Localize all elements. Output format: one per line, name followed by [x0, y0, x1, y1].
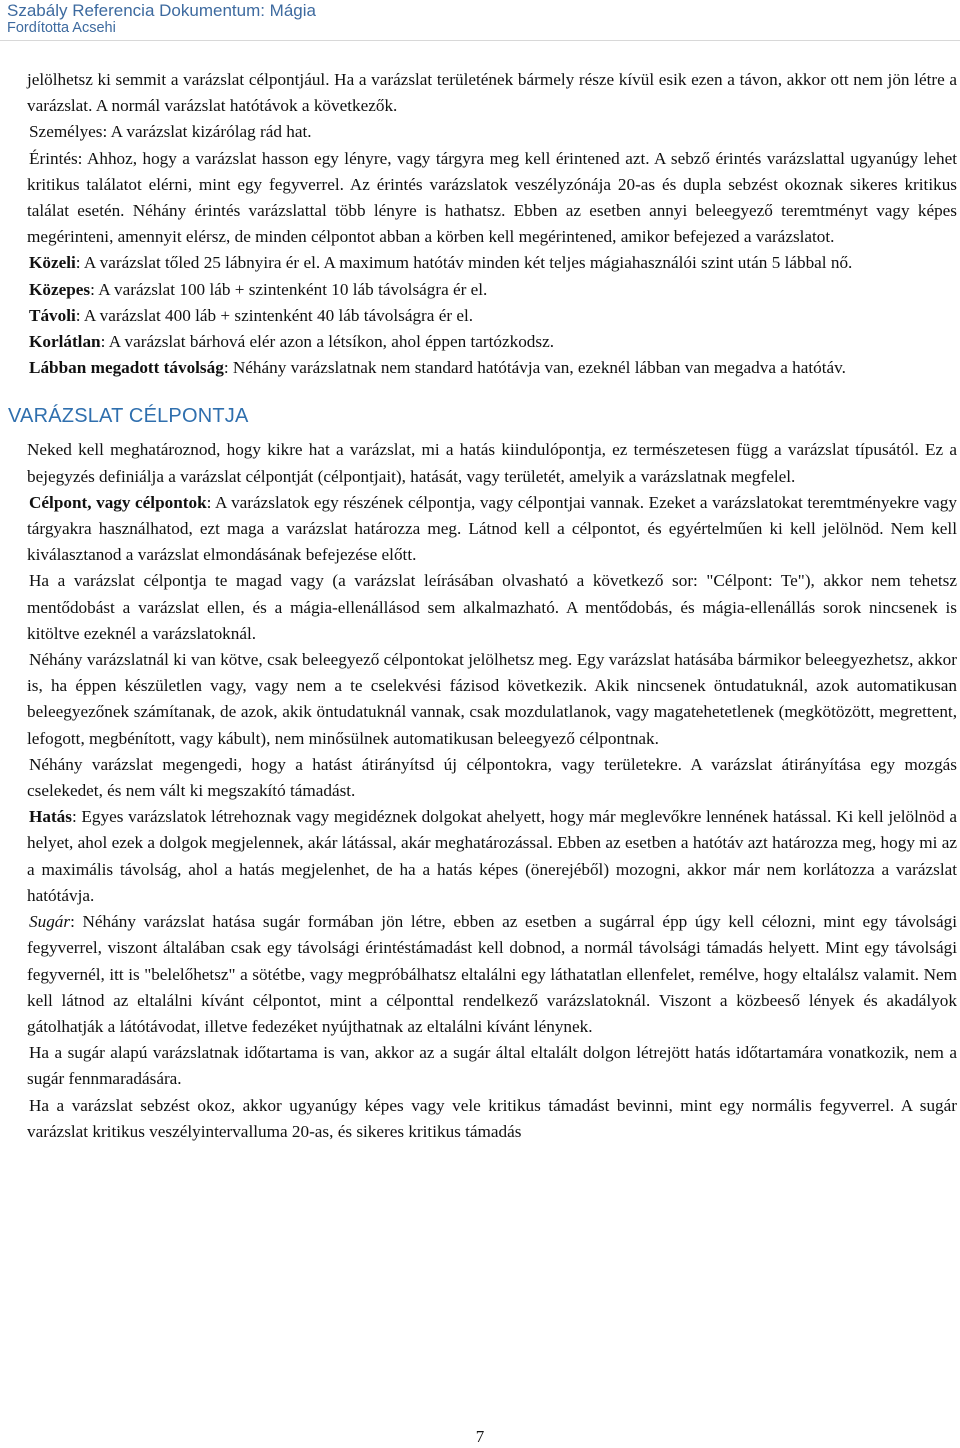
paragraph-range-intro: jelölhetsz ki semmit a varázslat célpontjául. Ha a varázslat területének bármely része kívül esik ezen a távon, akkor ott nem jön létre a varázslat. A normál varázslat hatótávok a következők.	[27, 70, 957, 116]
term-feet: Lábban megadott távolság	[29, 358, 224, 378]
paragraph-range-unlimited	[27, 329, 957, 355]
term-ray-text: : Néhány varázslat hatása sugár formában jön létre, ebben az esetben a sugárral épp úgy kell célozni, mint egy távolsági fegyverrel, viszont általában csak egy távolsági érintéstámadást kell dobnod, a normál távolsági támadás helyett. Mint egy távolsági fegyvernél, itt is "belelőhetsz" a sötétbe, vagy megpróbálhatsz eltalálni egy láthatatlan ellenfelet, remélve, hogy eltalálsz valamit. Nem kell látnod az eltalálni kívánt célpontot, mint a célponttal rendelkező varázslatoknál. Viszont a közbeeső lények és akadályok gátolhatják a látótávodat, illetve fedezéket nyújthatnak az eltalálni kívánt lénynek.	[27, 912, 957, 1036]
document-title: Szabály Referencia Dokumentum: Mágia	[7, 1, 316, 20]
document-header	[0, 0, 960, 41]
term-unlimited-text: : A varázslat bárhová elér azon a létsíkon, ahol éppen tartózkodsz.	[100, 332, 555, 352]
paragraph-range-feet	[27, 355, 957, 381]
paragraph-ray-duration: Ha a sugár alapú varázslatnak időtartama is van, akkor az a sugár által eltalált dolgon létrejött hatás időtartamára vonatkozik, nem a sugár fennmaradására.	[27, 1043, 957, 1089]
page-body	[8, 67, 957, 1145]
paragraph-range-personal: Személyes: A varázslat kizárólag rád hat.	[29, 122, 312, 142]
paragraph-range-long	[27, 303, 957, 329]
paragraph-range-close	[27, 250, 957, 276]
paragraph-effect	[27, 804, 957, 909]
term-unlimited: Korlátlan	[29, 332, 101, 352]
paragraph-range-touch: Érintés: Ahhoz, hogy a varázslat hasson egy lényre, vagy tárgyra meg kell érintened azt. A sebző érintés varázslattal ugyanúgy lehet kritikus találatot elérni, mint egy fegyverrel. Az érintés varázslatok veszélyzónája 20-as és dupla sebzést okoznak sikeres kritikus találat esetén. Néhány érintés varázslattal több lényre is hathatsz. Ebben az esetben annyi beleegyező teremtményt vagy képes megérinteni, amennyit elérsz, de minden célpontot abban a körben kell megérintened, amikor befejezed a varázslatot.	[27, 148, 957, 247]
term-effect: Hatás	[29, 807, 72, 827]
paragraph-target-redirect: Néhány varázslat megengedi, hogy a hatást átirányítsd új célpontokra, vagy területekre. A varázslat átirányítása egy mozgás cselekedet, és nem vált ki megszakító támadást.	[27, 754, 957, 801]
document-translator: Fordította Acsehi	[7, 20, 116, 36]
term-targets-text: : A varázslatok egy részének célpontja, vagy célpontjai vannak. Ezeket a varázslatokat teremtményekre vagy tárgyakra használhatod, ezt maga a varázslat határozza meg. Látnod kell a célpontot, és egyértelműen ki kell jelölnöd. Nem kell kiválasztanod a varázslat elmondásának befejezése előtt.	[27, 492, 957, 565]
term-feet-text: : Néhány varázslatnak nem standard hatótávja van, ezeknél lábban van megadva a hatótáv.	[223, 358, 846, 378]
paragraph-range-medium	[27, 277, 957, 303]
term-targets: Célpont, vagy célpontok	[29, 492, 207, 512]
paragraph-ray-damage: Ha a varázslat sebzést okoz, akkor ugyanúgy képes vagy vele kritikus támadást bevinni, mint egy normális fegyverrel. A sugár varázslat kritikus veszélyintervalluma 20-as, és sikeres kritikus támadás	[27, 1095, 957, 1141]
paragraph-target-self: Ha a varázslat célpontja te magad vagy (a varázslat leírásában olvasható a következő sor: "Célpont: Te"), akkor nem tehetsz mentődobást a varázslat ellen, és a mágia-ellenállásod sem alkalmazható. A mentődobás, és mágia-ellenállás sorok nincsenek is kitöltve ezeknél a varázslatoknál.	[27, 571, 957, 643]
term-medium: Közepes	[29, 279, 91, 299]
term-ray: Sugár	[29, 912, 71, 932]
term-close: Közeli	[29, 253, 76, 273]
term-long-text: : A varázslat 400 láb + szintenként 40 láb távolságra ér el.	[75, 305, 474, 325]
section-heading-target: VARÁZSLAT CÉLPONTJA	[8, 405, 249, 428]
paragraph-targets	[27, 490, 957, 569]
paragraph-ray	[27, 909, 957, 1040]
term-close-text: : A varázslat tőled 25 lábnyira ér el. A maximum hatótáv minden két teljes mágiahasználói szint után 5 lábbal nő.	[75, 253, 853, 273]
page-number: 7	[475, 1427, 485, 1446]
term-effect-text: : Egyes varázslatok létrehoznak vagy megidéznek dolgokat ahelyett, hogy már meglevőkre lennének hatással. Ki kell jelölnöd a helyet, ahol ezek a dolgok megjelennek, akár látással, akár meghatározással. Ebben az esetben a hatótáv azt határozza meg, hogy mi az a maximális távolság, ahol a hatás megjelenhet, de ha a hatás képes (önerejéből) mozogni, akkor már nem korlátozza a varázslat hatótávja.	[27, 807, 957, 905]
term-long: Távoli	[29, 305, 76, 325]
term-medium-text: : A varázslat 100 láb + szintenként 10 láb távolságra ér el.	[90, 279, 488, 299]
paragraph-target-intro: Neked kell meghatároznod, hogy kikre hat a varázslat, mi a hatás kiindulópontja, ez természetesen függ a varázslat típusától. Ez a bejegyzés definiálja a varázslat célpontját (célpontjait), hatását, vagy területét, amelyik a varázslatnak megfelel.	[27, 440, 957, 486]
paragraph-target-willing: Néhány varázslatnál ki van kötve, csak beleegyező célpontokat jelölhetsz meg. Egy varázslat hatásába bármikor beleegyezhetsz, akkor is, ha éppen készületlen vagy, vagy nem a te cselekvési fázisod következik. Akik nincsenek öntudatuknál, azok automatikusan beleegyezőnek számítanak, de azok, akik öntudatuknál vannak, csak mozdulatlanok, vagy magatehetetlenek (megkötözött, megrettent, lefogott, megbénított, vagy kábult), nem minősülnek automatikusan beleegyező célpontnak.	[27, 650, 957, 748]
